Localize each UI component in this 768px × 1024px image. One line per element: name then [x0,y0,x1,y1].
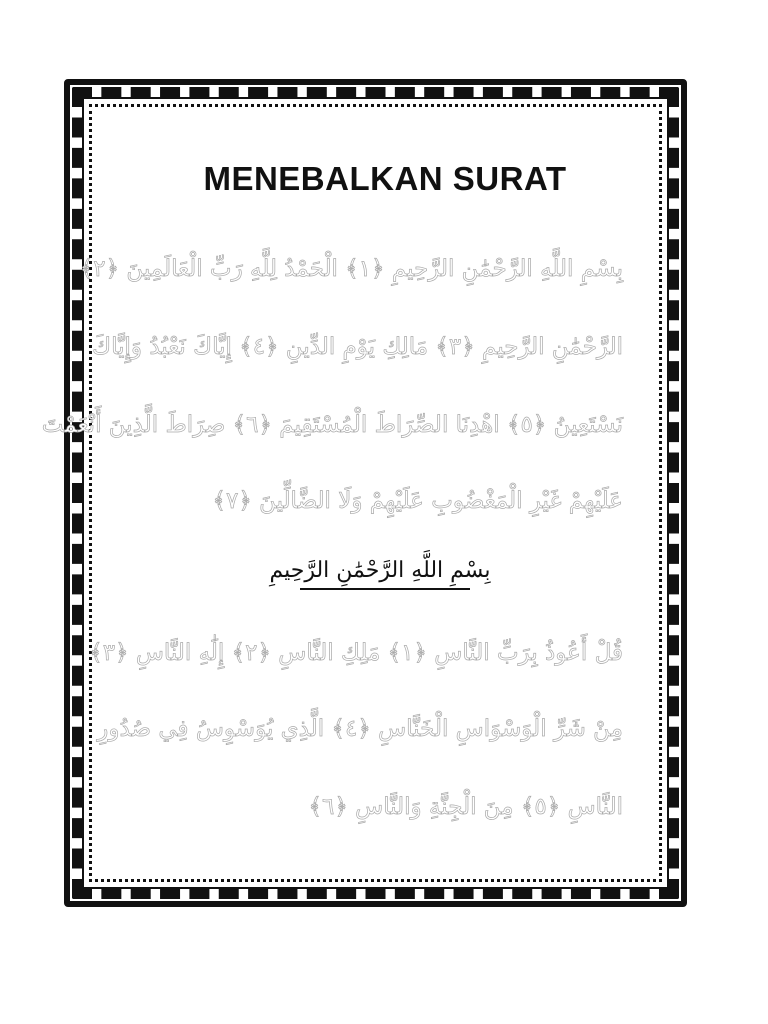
fatihah-line-4: عَلَيْهِمْ غَيْرِ الْمَغْضُوبِ عَلَيْهِمْ وَلَا الضَّالِّينَ ﴿٧﴾ [212,488,623,514]
nas-line-2: مِنْ شَرِّ الْوَسْوَاسِ الْخَنَّاسِ ﴿٤﴾ الَّذِي يُوَسْوِسُ فِي صُدُورِ [97,716,623,742]
fatihah-line-2: الرَّحْمَٰنِ الرَّحِيمِ ﴿٣﴾ مَالِكِ يَوْمِ الدِّينِ ﴿٤﴾ إِيَّاكَ نَعْبُدُ وَإِيَّاكَ [92,334,623,360]
nas-line-3: النَّاسِ ﴿٥﴾ مِنَ الْجِنَّةِ وَالنَّاسِ ﴿٦﴾ [308,794,623,820]
basmala-stroke [300,588,470,590]
basmala-calligraphy: بِسْمِ اللَّهِ الرَّحْمَٰنِ الرَّحِيمِ [269,558,491,583]
fatihah-line-3: نَسْتَعِينُ ﴿٥﴾ اهْدِنَا الصِّرَاطَ الْمُسْتَقِيمَ ﴿٦﴾ صِرَاطَ الَّذِينَ أَنْعَمْتَ [41,412,623,438]
fatihah-line-1: بِسْمِ اللَّهِ الرَّحْمَٰنِ الرَّحِيمِ ﴿١﴾ الْحَمْدُ لِلَّهِ رَبِّ الْعَالَمِينَ ﴿٢﴾ [79,256,623,282]
nas-line-1: قُلْ أَعُوذُ بِرَبِّ النَّاسِ ﴿١﴾ مَلِكِ النَّاسِ ﴿٢﴾ إِلَٰهِ النَّاسِ ﴿٣﴾ [89,640,623,666]
page-title: MENEBALKAN SURAT [203,160,567,197]
